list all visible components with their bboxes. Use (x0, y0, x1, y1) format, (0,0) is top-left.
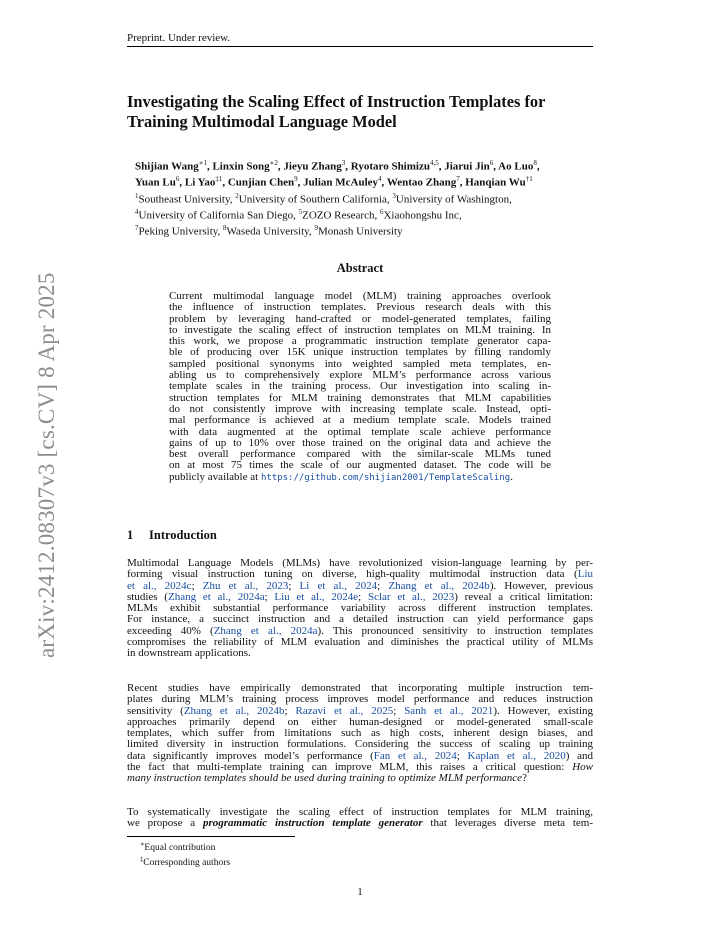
author-mark: 9 (294, 175, 298, 184)
text-run: plates during MLM’s training process improves model performance and reduces instruction (127, 693, 593, 706)
text-run: ) reveal a critical limitation: (454, 590, 593, 603)
citation-link[interactable]: Fan et al., 2024 (373, 749, 457, 762)
intro-paragraph-2 (127, 683, 593, 785)
affiliations (135, 190, 605, 239)
text-run: mal performance is achieved at a medium template scale. Models trained (169, 414, 551, 427)
author-name: Hanqian Wu (465, 177, 526, 190)
abstract-heading: Abstract (336, 261, 384, 275)
author-name: Ao Luo (498, 160, 534, 173)
author-mark: 4,5 (429, 159, 439, 167)
arxiv-stamp: arXiv:2412.08307v3 [cs.CV] 8 Apr 2025 (34, 272, 59, 658)
text-run: data significantly improves model’s performance ( (127, 749, 374, 762)
affiliation-mark: 8 (223, 224, 227, 233)
footnote-rule (127, 836, 295, 837)
author-name: Yuan Lu (135, 177, 176, 190)
citation-link[interactable]: Zhang et al., 2024a (167, 590, 265, 603)
text-run: Monash University (317, 226, 403, 239)
title-line: Training Multimodal Language Model (127, 112, 397, 131)
text-run: ble of producing over 15K unique instruction templates by filling randomly (169, 346, 551, 359)
text-run: ? (522, 772, 527, 785)
affiliation-mark: 7 (135, 224, 139, 233)
affiliation-mark: 5 (298, 208, 303, 217)
text-run: studies ( (127, 590, 168, 603)
separator: , (297, 177, 304, 190)
affiliation-mark: 9 (314, 224, 318, 233)
author-mark: ∗1 (198, 159, 207, 167)
text-run: on at most 75 times the scale of our augmented dataset. The code will be (169, 459, 551, 472)
header-rule (127, 46, 593, 47)
text-run: in downstream applications. (127, 647, 251, 660)
text-run: ; (456, 749, 468, 762)
text-run: templates, which suffer from limitations such as high costs, inherent design biases, and (127, 727, 593, 740)
paragraph-line (127, 773, 593, 784)
author-name: Jieyu Zhang (283, 160, 342, 173)
footnotes (140, 839, 230, 870)
text-run: Southeast University, (138, 193, 236, 206)
italic-text: How (572, 761, 593, 774)
separator: , (206, 160, 213, 173)
abstract-line (169, 472, 551, 484)
section-title: Introduction (149, 528, 217, 542)
code-url-link[interactable]: https://github.com/shijian2001/TemplateScaling (260, 472, 511, 483)
text-run: best overall performance compared with the similar-scale MLMs tuned (169, 448, 551, 461)
text-run: ; (284, 704, 296, 717)
text-run: abling us to comprehensively explore MLM’s performance across various (169, 369, 551, 382)
text-run: the fact that multi-template training can improve MLM, this raises a critical question: (127, 761, 573, 774)
intro-paragraph-3 (127, 807, 593, 830)
affiliation-mark: 2 (235, 191, 239, 200)
author-list (135, 157, 605, 190)
text-run: template scales in the training process. Our investigation into scaling in- (169, 380, 551, 393)
separator: , (345, 160, 351, 173)
separator: , (493, 160, 499, 173)
text-run: ; (377, 579, 389, 592)
citation-link[interactable]: Liu et al., 2024e (274, 590, 359, 603)
text-run: the influence of instruction templates. Previous research deals with this (169, 301, 551, 314)
footnote (140, 854, 230, 869)
text-run: we propose a (127, 817, 203, 830)
citation-link[interactable]: Zhang et al., 2024b (388, 579, 490, 592)
text-run: limited diversity in instruction formulations. Considering the success of scaling up training (127, 738, 593, 751)
emphasis-text: programmatic instruction template generator (202, 817, 423, 830)
text-run: . (510, 470, 513, 483)
citation-link[interactable]: Sanh et al., 2021 (404, 704, 494, 717)
author-mark: 3 (341, 159, 346, 167)
running-header: Preprint. Under review. (127, 32, 231, 44)
affiliation-mark: 1 (135, 191, 139, 200)
affiliation-line (135, 206, 605, 222)
text-run: forming visual instruction tuning on diverse, high-quality multimodal instruction data ( (127, 568, 578, 581)
text-run: this work, we propose a programmatic instruction template generator capa- (169, 335, 551, 348)
text-run: To systematically investigate the scaling effect of instruction templates for MLM training, (127, 806, 593, 818)
author-name: Cunjian Chen (227, 177, 295, 190)
text-run: Xiaohongshu Inc, (383, 209, 462, 222)
text-run: ; (264, 590, 275, 603)
footnote-mark: ∗ (140, 841, 145, 848)
affiliation-line (135, 222, 605, 238)
text-run: ; (358, 590, 368, 603)
section-heading (127, 528, 217, 543)
affiliation-mark: 3 (392, 191, 396, 200)
text-run: sampled positional synonyms into weighted sampled meta templates, en- (169, 357, 551, 370)
citation-link[interactable]: Zhang et al., 2024b (183, 704, 285, 717)
text-run: problem by leveraging hand-crafted or model-generated templates, failing (169, 312, 551, 325)
author-mark: 6 (489, 159, 494, 167)
paper-title (127, 92, 607, 132)
text-run: ; (191, 579, 203, 592)
footnote (140, 839, 230, 854)
italic-text: many instruction templates should be used during training to optimize MLM performance (127, 772, 523, 785)
author-line (135, 173, 605, 189)
text-run: to investigate the scaling effect of instruction templates on MLM training. In (169, 323, 551, 336)
separator: , (459, 177, 466, 190)
citation-link[interactable]: Li et al., 2024 (299, 579, 378, 592)
separator: , (536, 160, 540, 173)
author-name: Wentao Zhang (386, 177, 457, 190)
author-mark: †1 (525, 175, 533, 184)
text-run: with data augmented at the optimal template scale achieve performance (169, 425, 551, 438)
text-run: ). However, previous (489, 579, 594, 592)
author-mark: 7 (456, 175, 460, 184)
abstract-body (169, 291, 551, 484)
citation-link[interactable]: Liu (577, 568, 593, 581)
text-run: ) and (565, 749, 593, 762)
footnote-mark: ‡ (140, 856, 144, 864)
text-run: For instance, a succinct instruction and a detailed instruction can yield performance gaps (127, 613, 593, 626)
citation-link[interactable]: et al., 2024c (127, 579, 192, 592)
text-run: struction templates for MLM training demonstrates that MLM capabilities (169, 391, 551, 404)
text-run: publicly available at (169, 470, 261, 483)
title-line: Investigating the Scaling Effect of Instruction Templates for (127, 92, 546, 111)
text-run: sensitivity ( (127, 704, 184, 717)
separator: , (277, 160, 284, 173)
author-mark: 4 (378, 175, 382, 184)
intro-paragraph-1 (127, 558, 593, 660)
text-run: ; (288, 579, 300, 592)
text-run: ZOZO Research, (302, 209, 380, 222)
citation-link[interactable]: Kaplan et al., 2020 (467, 749, 566, 762)
footnote-text: Corresponding authors (143, 858, 231, 869)
text-run: ). This pronounced sensitivity to instruction templates (317, 624, 593, 637)
citation-link[interactable]: Zhu et al., 2023 (202, 579, 289, 592)
affiliation-mark: 4 (135, 208, 139, 217)
separator: , (438, 160, 445, 173)
paragraph-line (127, 648, 593, 659)
text-run: ). However, existing (493, 704, 594, 717)
text-run: University of California San Diego, (138, 209, 299, 222)
text-run: University of Washington, (395, 193, 512, 206)
text-run: ; (393, 704, 405, 717)
text-run: Current multimodal language model (MLM) training approaches overlook (169, 290, 551, 302)
text-run: exceeding 40% ( (127, 624, 214, 637)
section-number: 1 (127, 528, 134, 542)
author-name: Linxin Song (212, 160, 270, 173)
text-run: University of Southern California, (238, 193, 393, 206)
separator: , (222, 177, 228, 190)
author-mark: 8 (533, 159, 537, 167)
text-run: compromises the reliability of MLM evaluation and diminishes the practical utility of MLMs (127, 636, 593, 649)
citation-link[interactable]: Zhang et al., 2024a (213, 624, 318, 637)
text-run: approaches primarily depend on either human-designed or model-generated small-scale (127, 715, 593, 728)
author-mark: 6 (175, 175, 180, 184)
affiliation-line (135, 190, 605, 206)
text-run: do not consistently improve with increasing template scale. Instead, opti- (169, 402, 551, 415)
author-mark: ∗2 (269, 159, 278, 167)
author-name: Julian McAuley (303, 177, 379, 190)
text-run: Peking University, (138, 226, 224, 239)
author-name: Ryotaro Shimizu (350, 160, 430, 173)
author-mark: ‡1 (215, 175, 223, 184)
text-run: gains of up to 10% over those trained on the original data and achieve the (169, 436, 551, 449)
separator: , (179, 177, 185, 190)
citation-link[interactable]: Razavi et al., 2025 (295, 704, 394, 717)
affiliation-mark: 6 (379, 208, 384, 217)
text-run: Waseda University, (226, 226, 315, 239)
author-name: Li Yao (184, 177, 216, 190)
text-run: that leverages diverse meta tem- (422, 817, 593, 830)
separator: , (381, 177, 387, 190)
page-number: 1 (357, 886, 363, 898)
author-line (135, 157, 605, 173)
text-run: MLMs exhibit substantial performance variability across different instruction templates. (127, 602, 593, 615)
author-name: Jiarui Jin (444, 160, 490, 173)
citation-link[interactable]: Sclar et al., 2023 (367, 590, 455, 603)
footnote-text: Equal contribution (144, 843, 216, 854)
author-name: Shijian Wang (135, 160, 199, 173)
text-run: Recent studies have empirically demonstrated that incorporating multiple instruction tem- (127, 682, 593, 694)
author-block (135, 157, 605, 239)
paragraph-line (127, 818, 593, 829)
text-run: Multimodal Language Models (MLMs) have revolutionized vision-language learning by per- (127, 557, 593, 569)
